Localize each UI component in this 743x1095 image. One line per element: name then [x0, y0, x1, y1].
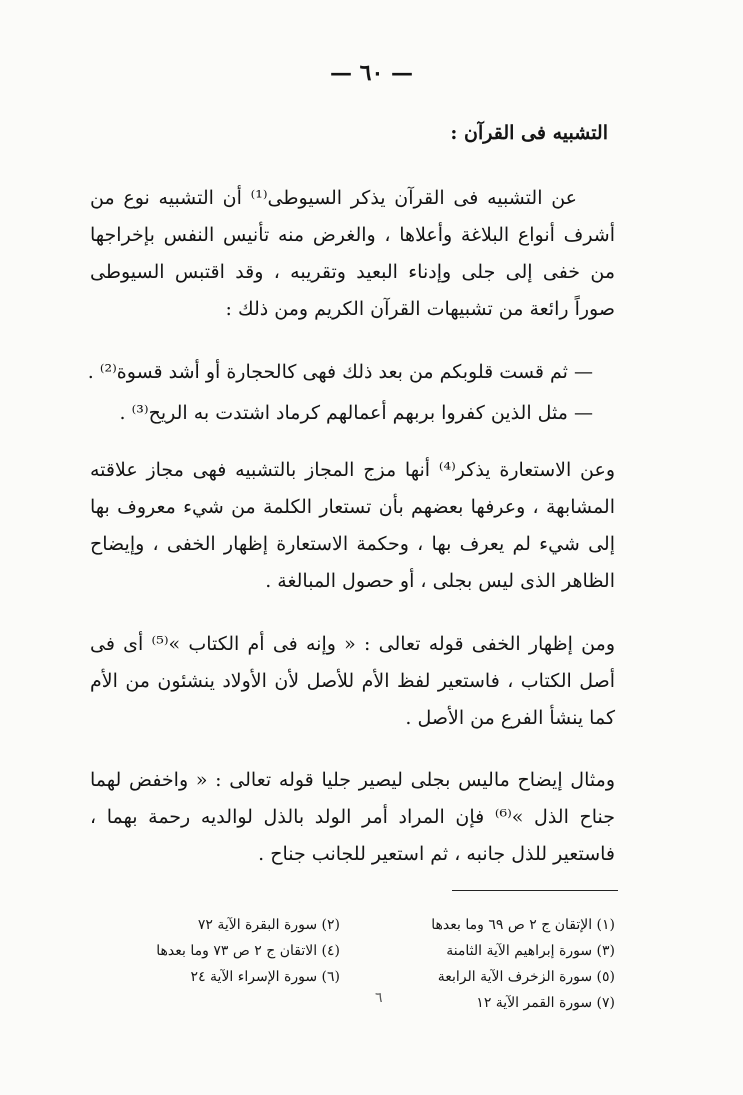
- footnote-row: [90, 964, 615, 990]
- footnotes: [90, 912, 615, 1016]
- footnote-item: (١) الإتقان ج ٢ ص ٦٩ وما بعدها: [431, 917, 615, 933]
- footnote-row: [90, 912, 615, 938]
- footnote-item: (٦) سورة الإسراء الآية ٢٤: [190, 969, 340, 985]
- footnote-item: (٢) سورة البقرة الآية ٧٢: [197, 917, 340, 933]
- footnote-item: (٣) سورة إبراهيم الآية الثامنة: [446, 943, 615, 959]
- stray-mark: ٦: [375, 990, 383, 1006]
- footnote-item: (٥) سورة الزخرف الآية الرابعة: [437, 969, 615, 985]
- paragraph-jali-example: ومثال إيضاح ماليس بجلى ليصير جليا قوله تعالى : « واخفض لهما جناح الذل »⁽⁶⁾ فإن المراد أمر الولد بالذل لوالديه رحمة بهما ، فاستعير للذل جانبه ، ثم استعير للجانب جناح .: [90, 769, 615, 865]
- paragraph-khafi-example: ومن إظهار الخفى قوله تعالى : « وإنه فى أم الكتاب »⁽⁵⁾ أى فى أصل الكتاب ، فاستعير لفظ الأم للأصل لأن الأولاد ينشئون من الأم كما ينشأ الفرع من الأصل .: [90, 633, 615, 729]
- footnote-row: [90, 938, 615, 964]
- quran-quote-2: — مثل الذين كفروا بربهم أعمالهم كرماد اشتدت به الريح⁽³⁾ .: [119, 402, 593, 424]
- footnote-item: (٧) سورة القمر الآية ١٢: [476, 995, 615, 1011]
- paragraph-tashbih: [90, 180, 615, 328]
- quran-quote-1: — ثم قست قلوبكم من بعد ذلك فهى كالحجارة أو أشد قسوة⁽²⁾ .: [87, 361, 593, 383]
- paragraph-text: عن التشبيه فى القرآن يذكر السيوطى⁽¹⁾ أن التشبيه نوع من أشرف أنواع البلاغة وأعلاها ، والغرض منه تأنيس النفس بإخراجها من خفى إلى جلى وإدناء البعيد وتقريبه ، وقد اقتبس السيوطى صوراً رائعة من تشبيهات القرآن الكريم ومن ذلك :: [90, 187, 615, 320]
- page-number: — ٦٠ —: [330, 60, 413, 86]
- footnote-row: [90, 990, 615, 1016]
- footnote-divider: [452, 890, 618, 891]
- section-heading: التشبيه فى القرآن :: [450, 122, 608, 144]
- footnote-empty: [90, 990, 340, 1016]
- footnote-item: (٤) الاتقان ج ٢ ص ٧٣ وما بعدها: [156, 943, 340, 959]
- paragraph-istiara: وعن الاستعارة يذكر⁽⁴⁾ أنها مزج المجاز بالتشبيه فهى مجاز علاقته المشابهة ، وعرفها بعضهم بأن تستعار الكلمة من شيء معروف بها إلى شيء لم يعرف بها ، وحكمة الاستعارة إظهار الخفى ، وإيضاح الظاهر الذى ليس بجلى ، أو حصول المبالغة .: [90, 459, 615, 592]
